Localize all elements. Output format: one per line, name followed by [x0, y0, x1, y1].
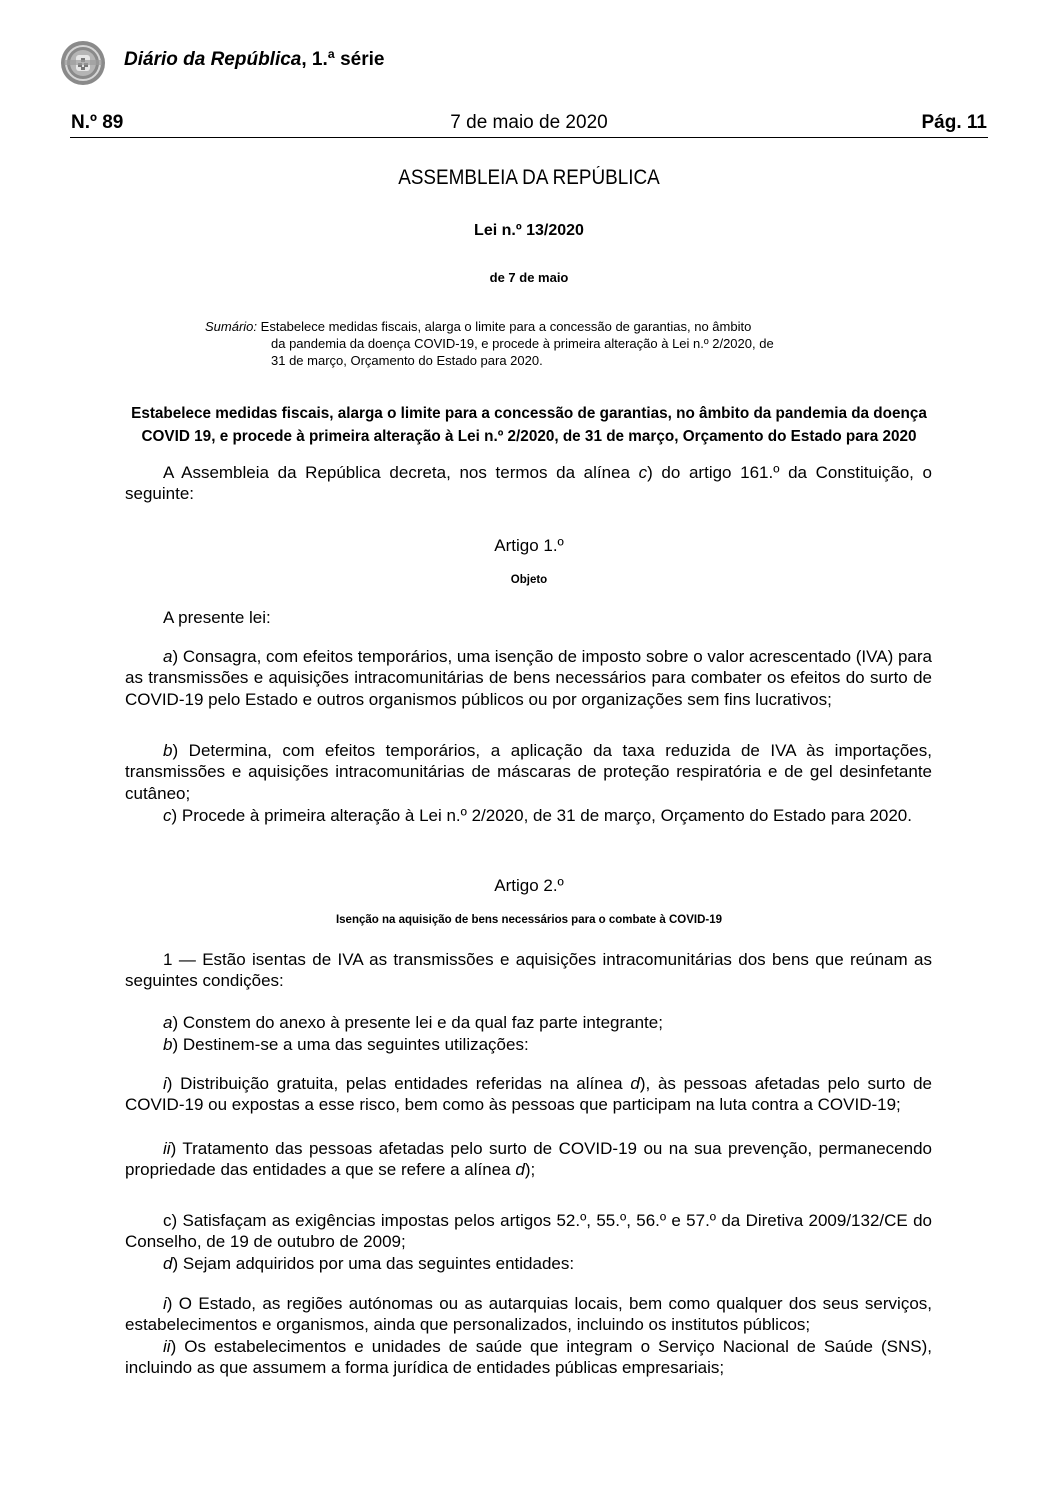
issue-number: N.º 89	[71, 112, 124, 133]
summary-line: 31 de março, Orçamento do Estado para 2020.	[271, 353, 543, 368]
article-2-sub-d-i: i) O Estado, as regiões autónomas ou as autarquias locais, bem como qualquer dos seus serviços, estabelecimentos e organismos, ainda que personalizados, incluindo os institutos públicos;	[125, 1294, 932, 1335]
summary-line: da pandemia da doença COVID-19, e procede à primeira alteração à Lei n.º 2/2020, de	[271, 336, 774, 351]
article-1-intro: A presente lei:	[163, 608, 271, 627]
article-1-subject: Objeto	[510, 574, 548, 586]
page-number: Pág. 11	[921, 112, 987, 133]
issue-bar	[70, 109, 988, 138]
law-title-line: Estabelece medidas fiscais, alarga o limite para a concessão de garantias, no âmbito da pandemia da doença	[131, 405, 927, 422]
article-2-sub-b-ii: ii) Tratamento das pessoas afetadas pelo surto de COVID-19 ou na sua prevenção, permanecendo propriedade das entidades a que se refere a alínea d);	[125, 1139, 932, 1180]
republic-seal-icon	[60, 40, 106, 86]
article-2-item-c: c) Satisfaçam as exigências impostas pelos artigos 52.º, 55.º, 56.º e 57.º da Diretiva 2009/132/CE do Conselho, de 19 de outubro de 2009;	[125, 1211, 932, 1252]
article-2-sub-d-ii: ii) Os estabelecimentos e unidades de saúde que integram o Serviço Nacional de Saúde (SNS), incluindo as que assumem a forma jurídica de entidades públicas empresariais;	[125, 1337, 932, 1378]
law-number: Lei n.º 13/2020	[474, 222, 584, 239]
article-2-item-d: d) Sejam adquiridos por uma das seguintes entidades:	[163, 1254, 575, 1273]
article-2-sub-b-i: i) Distribuição gratuita, pelas entidades referidas na alínea d), às pessoas afetadas pelo surto de COVID-19 ou expostas a esse risco, bem como às pessoas que participam na luta contra a COVID-19;	[125, 1074, 933, 1115]
article-2-item-a: a) Constem do anexo à presente lei e da qual faz parte integrante;	[163, 1013, 663, 1032]
publication-title: Diário da República, 1.ª série	[124, 49, 385, 70]
article-2-item-b: b) Destinem-se a uma das seguintes utilizações:	[163, 1035, 529, 1054]
law-title-line: COVID 19, e procede à primeira alteração à Lei n.º 2/2020, de 31 de março, Orçamento do Estado para 2020	[141, 428, 917, 445]
article-2-heading: Artigo 2.º	[494, 876, 564, 895]
preamble: A Assembleia da República decreta, nos termos da alínea c) do artigo 161.º da Constituição, o seguinte:	[125, 463, 932, 504]
article-2-para-1: 1 — Estão isentas de IVA as transmissões e aquisições intracomunitárias dos bens que reúnam as seguintes condições:	[125, 950, 932, 991]
issue-date: 7 de maio de 2020	[450, 112, 608, 133]
summary	[205, 318, 865, 369]
article-1-item-b: b) Determina, com efeitos temporários, a aplicação da taxa reduzida de IVA às importações, transmissões e aquisições intracomunitárias de máscaras de proteção respiratória e de gel desinfetante cutâneo;	[125, 741, 932, 803]
summary-label: Sumário:	[205, 319, 258, 334]
article-2-subject: Isenção na aquisição de bens necessários para o combate à COVID-19	[335, 914, 723, 926]
article-1-heading: Artigo 1.º	[494, 536, 564, 555]
law-date: de 7 de maio	[489, 270, 569, 285]
summary-line: Estabelece medidas fiscais, alarga o limite para a concessão de garantias, no âmbito	[260, 319, 752, 334]
article-1-item-a: a) Consagra, com efeitos temporários, uma isenção de imposto sobre o valor acrescentado (IVA) para as transmissões e aquisições intracomunitárias de bens necessários para combater os efeitos do surto de COVID-19 pelo Estado e outros organismos públicos ou por organizações sem fins lucrativos;	[125, 647, 932, 709]
article-1-item-c: c) Procede à primeira alteração à Lei n.º 2/2020, de 31 de março, Orçamento do Estado para 2020.	[163, 806, 912, 825]
law-title	[120, 402, 938, 448]
issuing-body: ASSEMBLEIA DA REPÚBLICA	[398, 166, 660, 189]
